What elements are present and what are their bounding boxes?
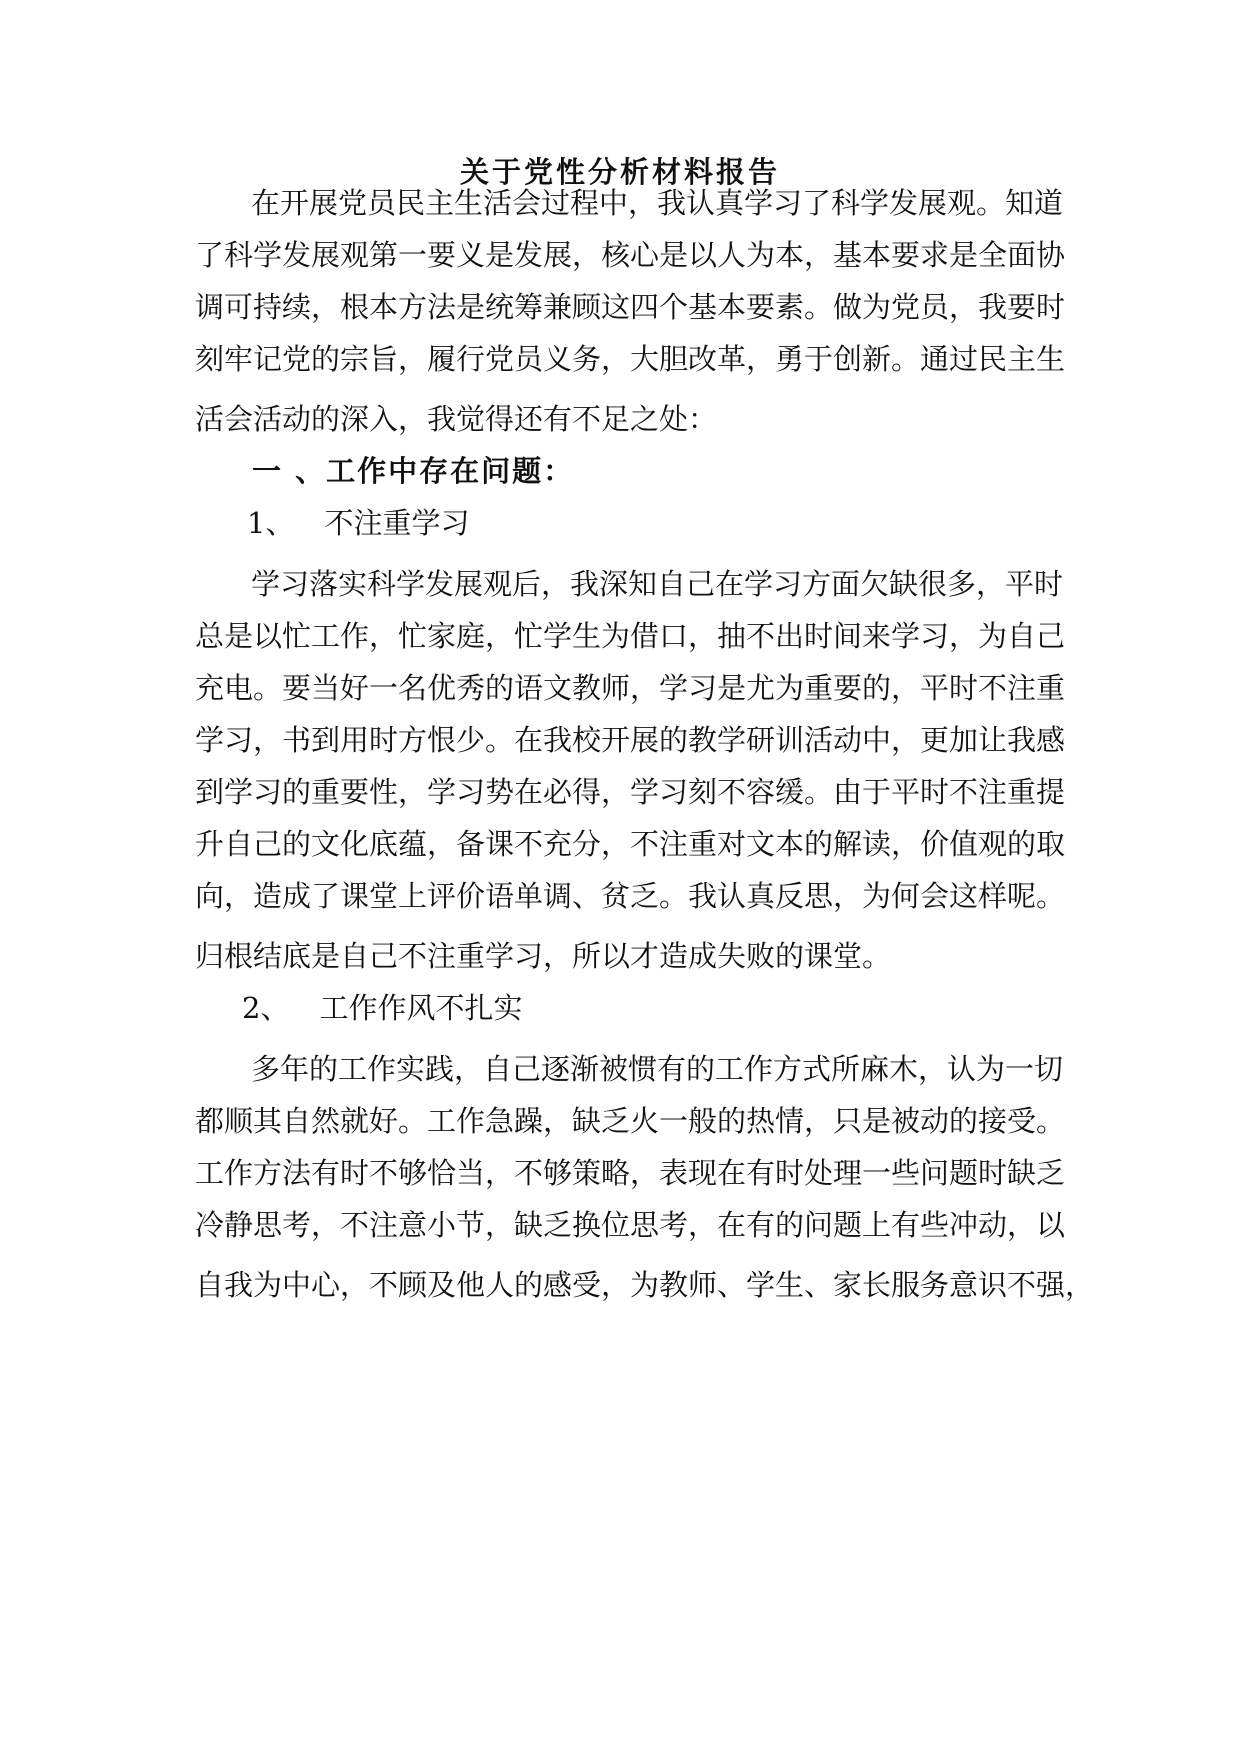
paragraph-2-line-1: 学习落实科学发展观后，我深知自己在学习方面欠缺很多，平时 bbox=[251, 567, 1064, 601]
paragraph-3-line-3: 工作方法有时不够恰当，不够策略，表现在有时处理一些问题时缺乏 bbox=[195, 1156, 1066, 1190]
item-2 bbox=[242, 988, 522, 1028]
paragraph-2-line-8: 归根结底是自己不注重学习，所以才造成失败的课堂。 bbox=[195, 939, 892, 973]
document-title: 关于党性分析材料报告 bbox=[459, 155, 780, 189]
paragraph-2-line-4: 学习，书到用时方恨少。在我校开展的教学研训活动中，更加让我感 bbox=[195, 723, 1066, 757]
paragraph-2-line-7: 向，造成了课堂上评价语单调、贫乏。我认真反思，为何会这样呢。 bbox=[195, 879, 1066, 913]
paragraph-1-line-2: 了科学发展观第一要义是发展，核心是以人为本，基本要求是全面协 bbox=[195, 238, 1066, 272]
item-1-number: 1、 bbox=[247, 506, 295, 540]
paragraph-1-line-1: 在开展党员民主生活会过程中，我认真学习了科学发展观。知道 bbox=[251, 186, 1064, 220]
paragraph-2-line-5: 到学习的重要性，学习势在必得，学习刻不容缓。由于平时不注重提 bbox=[195, 775, 1066, 809]
paragraph-1-line-5: 活会活动的深入，我觉得还有不足之处： bbox=[195, 402, 718, 436]
item-2-number: 2、 bbox=[242, 991, 290, 1025]
paragraph-3-line-2: 都顺其自然就好。工作急躁，缺乏火一般的热情，只是被动的接受。 bbox=[195, 1104, 1066, 1138]
paragraph-1-line-4: 刻牢记党的宗旨，履行党员义务，大胆改革，勇于创新。通过民主生 bbox=[195, 342, 1066, 376]
paragraph-2-line-6: 升自己的文化底蕴，备课不充分，不注重对文本的解读，价值观的取 bbox=[195, 827, 1066, 861]
paragraph-1-line-3: 调可持续，根本方法是统筹兼顾这四个基本要素。做为党员，我要时 bbox=[195, 290, 1066, 324]
paragraph-2-line-2: 总是以忙工作，忙家庭，忙学生为借口，抽不出时间来学习，为自己 bbox=[195, 619, 1066, 653]
paragraph-3-line-4: 冷静思考，不注意小节，缺乏换位思考，在有的问题上有些冲动，以 bbox=[195, 1208, 1066, 1242]
item-1 bbox=[247, 503, 469, 543]
paragraph-2-line-3: 充电。要当好一名优秀的语文教师，学习是尤为重要的，平时不注重 bbox=[195, 671, 1066, 705]
paragraph-3-line-5: 自我为中心，不顾及他人的感受，为教师、学生、家长服务意识不强， bbox=[195, 1268, 1095, 1302]
item-2-text: 工作作风不扎实 bbox=[319, 991, 523, 1025]
paragraph-3-line-1: 多年的工作实践，自己逐渐被惯有的工作方式所麻木，认为一切 bbox=[251, 1052, 1064, 1086]
item-1-text: 不注重学习 bbox=[324, 506, 470, 540]
section-heading-1: 一 、工作中存在问题： bbox=[252, 454, 575, 488]
